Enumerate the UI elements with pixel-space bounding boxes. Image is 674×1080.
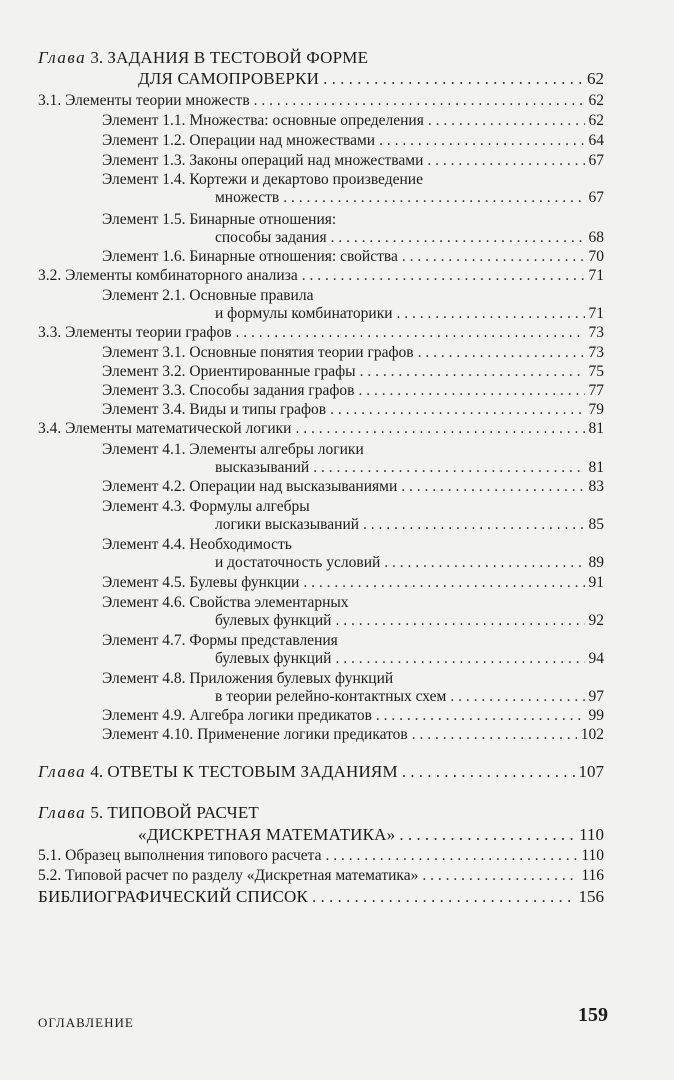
leader-dots xyxy=(422,866,577,885)
chapter-3-heading-line1 xyxy=(38,48,368,67)
entry-title: 3.1. Элементы теории множеств xyxy=(38,92,250,109)
entry-title: БИБЛИОГРАФИЧЕСКИЙ СПИСОК xyxy=(38,887,309,906)
entry-title: Элемент 4.2. Операции над высказываниями xyxy=(102,478,398,495)
entry-title: Элемент 4.5. Булевы функции xyxy=(102,574,300,591)
toc-entry-1-2 xyxy=(102,131,604,150)
leader-dots xyxy=(295,419,584,438)
leader-dots xyxy=(376,706,585,725)
entry-title: 5.2. Типовой расчет по разделу «Дискретная математика» xyxy=(38,867,419,884)
toc-entry-4-4 xyxy=(215,553,604,572)
toc-entry-3-1-element xyxy=(102,343,604,362)
toc-entry-4-1-line1: Элемент 4.1. Элементы алгебры логики xyxy=(102,441,364,458)
chapter-title-cont: ДЛЯ САМОПРОВЕРКИ xyxy=(138,69,320,88)
leader-dots xyxy=(331,228,585,247)
page-number: 110 xyxy=(579,825,604,844)
entry-title-cont: булевых функций xyxy=(215,650,332,667)
leader-dots xyxy=(397,304,585,323)
page-number: 73 xyxy=(588,344,604,361)
leader-dots xyxy=(325,846,577,865)
page-number: 94 xyxy=(588,650,604,667)
toc-entry-2-1-line1: Элемент 2.1. Основные правила xyxy=(102,287,314,304)
page-number: 62 xyxy=(588,112,604,129)
toc-entry-4-6-line1: Элемент 4.6. Свойства элементарных xyxy=(102,594,349,611)
leader-dots xyxy=(427,151,584,170)
toc-entry-4-3 xyxy=(215,515,604,534)
entry-title: 3.4. Элементы математической логики xyxy=(38,420,292,437)
toc-entry-4-8 xyxy=(215,687,604,706)
chapter-title: ОТВЕТЫ К ТЕСТОВЫМ ЗАДАНИЯМ xyxy=(107,762,398,781)
page-number: 67 xyxy=(588,152,604,169)
toc-entry-1-1 xyxy=(102,111,604,130)
toc-entry-2-1 xyxy=(215,304,604,323)
toc-entry-3-4-element xyxy=(102,400,604,419)
leader-dots xyxy=(312,887,574,906)
leader-dots xyxy=(302,266,585,285)
toc-entry-4-2 xyxy=(102,477,604,496)
entry-title-cont: в теории релейно-контактных схем xyxy=(215,688,447,705)
page-number: 110 xyxy=(581,847,604,864)
page-number: 99 xyxy=(588,707,604,724)
page-number: 62 xyxy=(588,92,604,109)
chapter-number: 4. xyxy=(90,762,104,781)
entry-title: Элемент 1.6. Бинарные отношения: свойства xyxy=(102,248,398,265)
toc-entry-1-3 xyxy=(102,151,604,170)
leader-dots xyxy=(399,825,575,844)
page-number: 71 xyxy=(588,305,604,322)
leader-dots xyxy=(358,381,584,400)
leader-dots xyxy=(379,131,584,150)
page-number: 102 xyxy=(580,726,604,743)
toc-entry-3-1 xyxy=(38,91,604,110)
entry-title-cont: и формулы комбинаторики xyxy=(215,305,393,322)
page-number: 70 xyxy=(588,248,604,265)
toc-entry-chapter-4 xyxy=(38,762,604,781)
toc-entry-1-6 xyxy=(102,247,604,266)
leader-dots xyxy=(418,343,585,362)
entry-title: Элемент 3.4. Виды и типы графов xyxy=(102,401,327,418)
leader-dots xyxy=(402,762,575,781)
page-number: 92 xyxy=(588,612,604,629)
toc-entry-4-5 xyxy=(102,573,604,592)
entry-title: Элемент 4.10. Применение логики предикатов xyxy=(102,726,408,743)
chapter-label: Глава xyxy=(38,48,87,67)
leader-dots xyxy=(401,477,584,496)
chapter-label: Глава xyxy=(38,762,87,781)
entry-title: Элемент 1.3. Законы операций над множествами xyxy=(102,152,424,169)
page-number-footer: 159 xyxy=(578,1004,608,1026)
toc-entry-4-7-line1: Элемент 4.7. Формы представления xyxy=(102,632,338,649)
toc-entry-1-5-line1: Элемент 1.5. Бинарные отношения: xyxy=(102,211,337,228)
toc-entry-4-10 xyxy=(102,725,604,744)
page-number: 81 xyxy=(588,420,604,437)
page-number: 83 xyxy=(588,478,604,495)
chapter-number: 3. xyxy=(90,48,104,67)
leader-dots xyxy=(335,611,584,630)
chapter-5-heading-line1 xyxy=(38,803,259,822)
running-footer-section: ОГЛАВЛЕНИЕ xyxy=(38,1015,134,1030)
leader-dots xyxy=(303,573,584,592)
page-number: 156 xyxy=(578,887,604,906)
leader-dots xyxy=(428,111,585,130)
leader-dots xyxy=(360,362,585,381)
entry-title: Элемент 3.2. Ориентированные графы xyxy=(102,363,356,380)
chapter-number: 5. xyxy=(90,803,104,822)
page-number: 89 xyxy=(588,554,604,571)
entry-title-cont: множеств xyxy=(215,189,280,206)
entry-title: Элемент 3.3. Способы задания графов xyxy=(102,382,355,399)
leader-dots xyxy=(363,515,584,534)
entry-title: Элемент 1.1. Множества: основные определения xyxy=(102,112,424,129)
toc-entry-3-3-element xyxy=(102,381,604,400)
page-number: 71 xyxy=(588,267,604,284)
leader-dots xyxy=(384,553,584,572)
leader-dots xyxy=(236,323,585,342)
entry-title-cont: логики высказываний xyxy=(215,516,360,533)
chapter-heading xyxy=(38,762,398,781)
toc-entry-3-2 xyxy=(38,266,604,285)
chapter-label: Глава xyxy=(38,803,87,822)
leader-dots xyxy=(313,458,584,477)
entry-title: 3.2. Элементы комбинаторного анализа xyxy=(38,267,298,284)
leader-dots xyxy=(330,400,584,419)
page-number: 77 xyxy=(588,382,604,399)
page-number: 91 xyxy=(588,574,604,591)
entry-title: Элемент 3.1. Основные понятия теории графов xyxy=(102,344,414,361)
toc-entry-5-1 xyxy=(38,846,604,865)
page-number: 97 xyxy=(588,688,604,705)
entry-title: 3.3. Элементы теории графов xyxy=(38,324,232,341)
toc-entry-5-2 xyxy=(38,866,604,885)
entry-title-cont: булевых функций xyxy=(215,612,332,629)
leader-dots xyxy=(335,649,584,668)
entry-title-cont: высказываний xyxy=(215,459,310,476)
page-number: 64 xyxy=(588,132,604,149)
page-number: 68 xyxy=(588,229,604,246)
leader-dots xyxy=(283,188,584,207)
page-number: 81 xyxy=(588,459,604,476)
page-number: 67 xyxy=(588,189,604,206)
leader-dots xyxy=(450,687,584,706)
toc-entry-bibliography xyxy=(38,887,604,906)
leader-dots xyxy=(323,69,583,88)
toc-entry-4-4-line1: Элемент 4.4. Необходимость xyxy=(102,536,292,553)
page-number: 79 xyxy=(588,401,604,418)
page-number: 85 xyxy=(588,516,604,533)
entry-title-cont: и достаточность условий xyxy=(215,554,381,571)
chapter-title: ЗАДАНИЯ В ТЕСТОВОЙ ФОРМЕ xyxy=(107,48,369,67)
toc-entry-4-3-line1: Элемент 4.3. Формулы алгебры xyxy=(102,498,310,515)
page-number: 107 xyxy=(578,762,604,781)
toc-entry-4-8-line1: Элемент 4.8. Приложения булевых функций xyxy=(102,670,394,687)
toc-entry-1-5 xyxy=(215,228,604,247)
toc-entry-chapter-5 xyxy=(138,825,604,844)
entry-title-cont: способы задания xyxy=(215,229,327,246)
toc-entry-1-4 xyxy=(215,188,604,207)
entry-title: Элемент 1.2. Операции над множествами xyxy=(102,132,376,149)
toc-entry-1-4-line1: Элемент 1.4. Кортежи и декартово произведение xyxy=(102,171,423,188)
entry-title: Элемент 4.9. Алгебра логики предикатов xyxy=(102,707,372,724)
entry-title: 5.1. Образец выполнения типового расчета xyxy=(38,847,322,864)
leader-dots xyxy=(412,725,577,744)
toc-entry-3-4 xyxy=(38,419,604,438)
page-number: 116 xyxy=(581,867,604,884)
leader-dots xyxy=(402,247,585,266)
toc-entry-3-3 xyxy=(38,323,604,342)
toc-entry-4-1 xyxy=(215,458,604,477)
toc-entry-4-7 xyxy=(215,649,604,668)
toc-entry-4-9 xyxy=(102,706,604,725)
page-number: 75 xyxy=(588,363,604,380)
page-number: 73 xyxy=(588,324,604,341)
toc-entry-chapter-3 xyxy=(138,69,604,88)
chapter-title-cont: «ДИСКРЕТНАЯ МАТЕМАТИКА» xyxy=(138,825,396,844)
toc-entry-3-2-element xyxy=(102,362,604,381)
toc-entry-4-6 xyxy=(215,611,604,630)
chapter-title: ТИПОВОЙ РАСЧЕТ xyxy=(107,803,260,822)
page-number: 62 xyxy=(587,69,604,88)
leader-dots xyxy=(254,91,585,110)
